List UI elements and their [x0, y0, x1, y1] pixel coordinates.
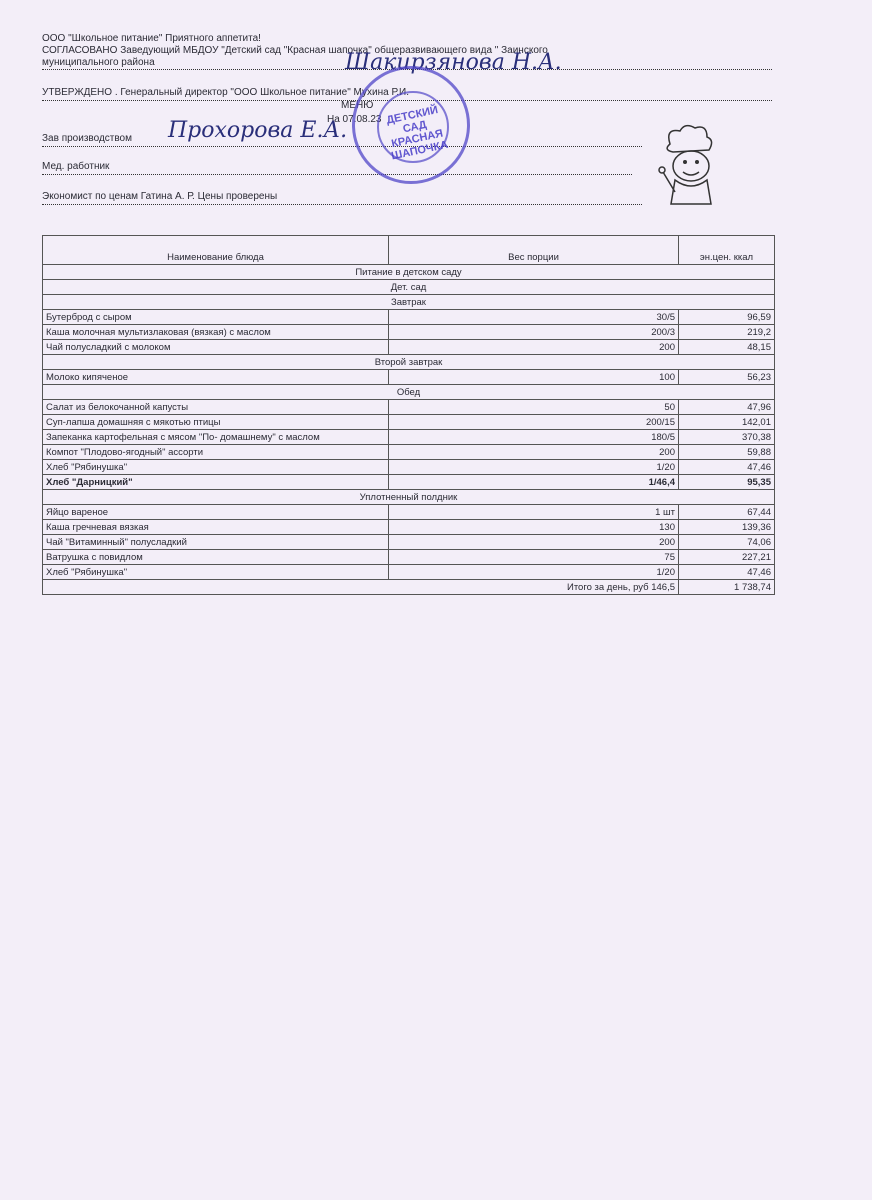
table-row: [43, 550, 775, 565]
dish-name: Яйцо вареное: [43, 505, 389, 520]
energy-kcal: 227,21: [679, 550, 775, 565]
agreed-line-2: муниципального района: [42, 57, 155, 68]
energy-kcal: 95,35: [679, 475, 775, 490]
portion-weight: 180/5: [389, 430, 679, 445]
section-row: [43, 265, 775, 280]
dish-name: Хлеб "Рябинушка": [43, 460, 389, 475]
total-kcal: 1 738,74: [679, 580, 775, 595]
portion-weight: 75: [389, 550, 679, 565]
section-row: [43, 490, 775, 505]
energy-kcal: 47,96: [679, 400, 775, 415]
agreed-line: СОГЛАСОВАНО Заведующий МБДОУ "Детский сад "Красная шапочка" общеразвивающего вида " Заинского: [42, 45, 548, 56]
dotted-separator: [42, 146, 642, 147]
portion-weight: 200/3: [389, 325, 679, 340]
dish-name: Каша молочная мультизлаковая (вязкая) с маслом: [43, 325, 389, 340]
section-row: [43, 385, 775, 400]
column-header-weight: Вес порции: [389, 236, 679, 265]
stamp-text: ДЕТСКИЙ САД КРАСНАЯ ШАПОЧКА: [385, 104, 450, 163]
table-row: [43, 370, 775, 385]
table-row: [43, 475, 775, 490]
production-head-label: Зав производством: [42, 133, 132, 144]
section-label: Уплотненный полдник: [43, 490, 775, 505]
energy-kcal: 47,46: [679, 460, 775, 475]
dish-name: Суп-лапша домашняя с мякотью птицы: [43, 415, 389, 430]
energy-kcal: 219,2: [679, 325, 775, 340]
table-row: [43, 505, 775, 520]
column-header-kcal: эн.цен. ккал: [679, 236, 775, 265]
agreed-signature: Шакирзянова Н.А.: [345, 50, 562, 75]
dish-name: Хлеб "Дарницкий": [43, 475, 389, 490]
section-label: Второй завтрак: [43, 355, 775, 370]
portion-weight: 1/20: [389, 460, 679, 475]
dotted-separator: [42, 174, 632, 175]
table-row: [43, 460, 775, 475]
section-row: [43, 280, 775, 295]
company-line: ООО "Школьное питание" Приятного аппетита!: [42, 33, 261, 44]
portion-weight: 200: [389, 445, 679, 460]
energy-kcal: 370,38: [679, 430, 775, 445]
dish-name: Запеканка картофельная с мясом "По- домашнему" с маслом: [43, 430, 389, 445]
energy-kcal: 47,46: [679, 565, 775, 580]
portion-weight: 200: [389, 535, 679, 550]
table-row: [43, 310, 775, 325]
dish-name: Салат из белокочанной капусты: [43, 400, 389, 415]
energy-kcal: 67,44: [679, 505, 775, 520]
menu-title: МЕНЮ: [341, 100, 374, 111]
portion-weight: 1/46,4: [389, 475, 679, 490]
portion-weight: 30/5: [389, 310, 679, 325]
menu-table: [42, 235, 775, 595]
dish-name: Бутерброд с сыром: [43, 310, 389, 325]
economist-label: Экономист по ценам Гатина А. Р. Цены проверены: [42, 191, 278, 202]
portion-weight: 1 шт: [389, 505, 679, 520]
portion-weight: 100: [389, 370, 679, 385]
energy-kcal: 48,15: [679, 340, 775, 355]
energy-kcal: 59,88: [679, 445, 775, 460]
dotted-separator: [42, 204, 642, 205]
portion-weight: 130: [389, 520, 679, 535]
table-row: [43, 325, 775, 340]
production-signature: Прохорова Е.А.: [168, 118, 348, 143]
chef-icon: [655, 122, 725, 207]
section-label: Завтрак: [43, 295, 775, 310]
medic-label: Мед. работник: [42, 161, 110, 172]
energy-kcal: 56,23: [679, 370, 775, 385]
menu-date: На 07.08.23: [327, 114, 382, 125]
portion-weight: 200: [389, 340, 679, 355]
section-label: Обед: [43, 385, 775, 400]
organization-stamp: [352, 66, 470, 184]
table-row: [43, 520, 775, 535]
dish-name: Молоко кипяченое: [43, 370, 389, 385]
table-row: [43, 340, 775, 355]
table-row: [43, 430, 775, 445]
dish-name: Ватрушка с повидлом: [43, 550, 389, 565]
section-label: Питание в детском саду: [43, 265, 775, 280]
section-row: [43, 295, 775, 310]
portion-weight: 200/15: [389, 415, 679, 430]
dish-name: Каша гречневая вязкая: [43, 520, 389, 535]
total-label: Итого за день, руб 146,5: [43, 580, 679, 595]
energy-kcal: 142,01: [679, 415, 775, 430]
section-row: [43, 355, 775, 370]
section-label: Дет. сад: [43, 280, 775, 295]
energy-kcal: 96,59: [679, 310, 775, 325]
energy-kcal: 139,36: [679, 520, 775, 535]
table-header-row: [43, 236, 775, 265]
portion-weight: 50: [389, 400, 679, 415]
column-header-dish: Наименование блюда: [43, 236, 389, 265]
dish-name: Чай полусладкий с молоком: [43, 340, 389, 355]
table-row: [43, 565, 775, 580]
table-row: [43, 535, 775, 550]
portion-weight: 1/20: [389, 565, 679, 580]
approved-line: УТВЕРЖДЕНО . Генеральный директор "ООО Школьное питание" Мухина Р.И.: [42, 87, 409, 98]
total-row: [43, 580, 775, 595]
table-row: [43, 415, 775, 430]
menu-table-body: [43, 236, 775, 595]
table-row: [43, 400, 775, 415]
dish-name: Чай "Витаминный" полусладкий: [43, 535, 389, 550]
dish-name: Компот "Плодово-ягодный" ассорти: [43, 445, 389, 460]
energy-kcal: 74,06: [679, 535, 775, 550]
dish-name: Хлеб "Рябинушка": [43, 565, 389, 580]
table-row: [43, 445, 775, 460]
